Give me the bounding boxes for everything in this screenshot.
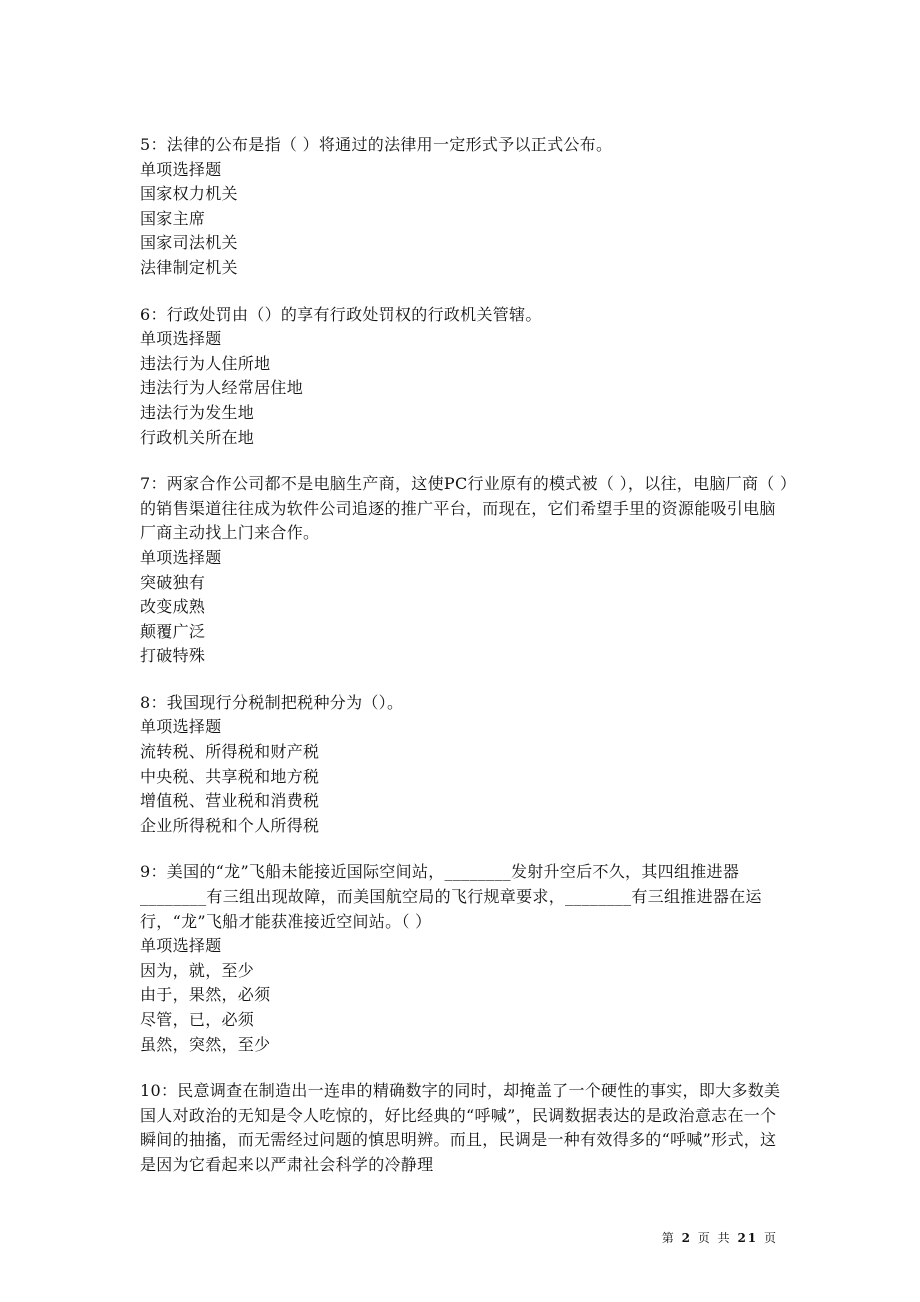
option-d: 打破特殊 <box>140 646 206 666</box>
footer-middle: 页 共 <box>697 1231 732 1245</box>
option-c: 增值税、营业税和消费税 <box>140 791 320 811</box>
footer-prefix: 第 <box>661 1231 676 1245</box>
option-b: 由于，果然，必须 <box>140 985 271 1005</box>
option-b: 改变成熟 <box>140 597 206 617</box>
option-c: 国家司法机关 <box>140 233 238 253</box>
option-b: 违法行为人经常居住地 <box>140 378 304 398</box>
question-stem: 10：民意调查在制造出一连串的精确数字的同时，却掩盖了一个硬性的事实，即大多数美国人对政治的无知是令人吃惊的，好比经典的“呼喊”，民调数据表达的是政治意志在一个瞬间的抽搐，而无需经过问题的慎思明辨。而且，民调是一种有效得多的“呼喊”形式，这是因为它看起来以严肃社会科学的冷静理 <box>140 1081 781 1174</box>
option-a: 流转税、所得税和财产税 <box>140 742 320 762</box>
question-10 <box>140 1079 790 1177</box>
question-8 <box>140 691 790 839</box>
question-5 <box>140 133 790 281</box>
question-stem: 7：两家合作公司都不是电脑生产商，这使PC行业原有的模式被（ ），以往，电脑厂商（ ）的销售渠道往往成为软件公司追逐的推广平台，而现在，它们希望手里的资源能吸引电脑厂商主动找上门来合作。 <box>140 474 789 543</box>
question-stem: 5：法律的公布是指（ ）将通过的法律用一定形式予以正式公布。 <box>140 135 613 154</box>
option-c: 尽管，已，必须 <box>140 1010 255 1029</box>
footer-suffix: 页 <box>763 1231 778 1245</box>
question-type: 单项选择题 <box>140 936 222 956</box>
option-b: 中央税、共享税和地方税 <box>140 766 320 786</box>
current-page-number: 2 <box>681 1231 692 1245</box>
option-c: 颠覆广泛 <box>140 621 206 641</box>
question-stem: 9：美国的“龙”飞船未能接近国际空间站，________发射升空后不久，其四组推进器________有三组出现故障，而美国航空局的飞行规章要求，________有三组推进器在运行，“龙”飞船才能获准接近空间站。（ ） <box>140 862 762 931</box>
question-9 <box>140 860 790 1057</box>
option-a: 因为，就，至少 <box>140 960 255 980</box>
option-a: 国家权力机关 <box>140 184 238 204</box>
page-footer <box>662 1229 778 1246</box>
question-stem: 8：我国现行分税制把税种分为（）。 <box>140 692 404 712</box>
total-pages-number: 21 <box>737 1231 759 1245</box>
question-stem: 6：行政处罚由（）的享有行政处罚权的行政机关管辖。 <box>140 304 542 324</box>
question-6 <box>140 303 790 451</box>
question-type: 单项选择题 <box>140 717 222 737</box>
document-page <box>140 133 790 1200</box>
question-7 <box>140 472 790 669</box>
option-d: 虽然，突然，至少 <box>140 1034 271 1054</box>
option-d: 法律制定机关 <box>140 257 238 277</box>
option-d: 行政机关所在地 <box>140 427 255 447</box>
option-a: 违法行为人住所地 <box>140 353 271 373</box>
option-c: 违法行为发生地 <box>140 402 255 422</box>
option-a: 突破独有 <box>140 572 206 592</box>
question-type: 单项选择题 <box>140 547 222 567</box>
option-b: 国家主席 <box>140 208 206 228</box>
question-type: 单项选择题 <box>140 329 222 349</box>
option-d: 企业所得税和个人所得税 <box>140 815 320 835</box>
question-type: 单项选择题 <box>140 159 222 179</box>
